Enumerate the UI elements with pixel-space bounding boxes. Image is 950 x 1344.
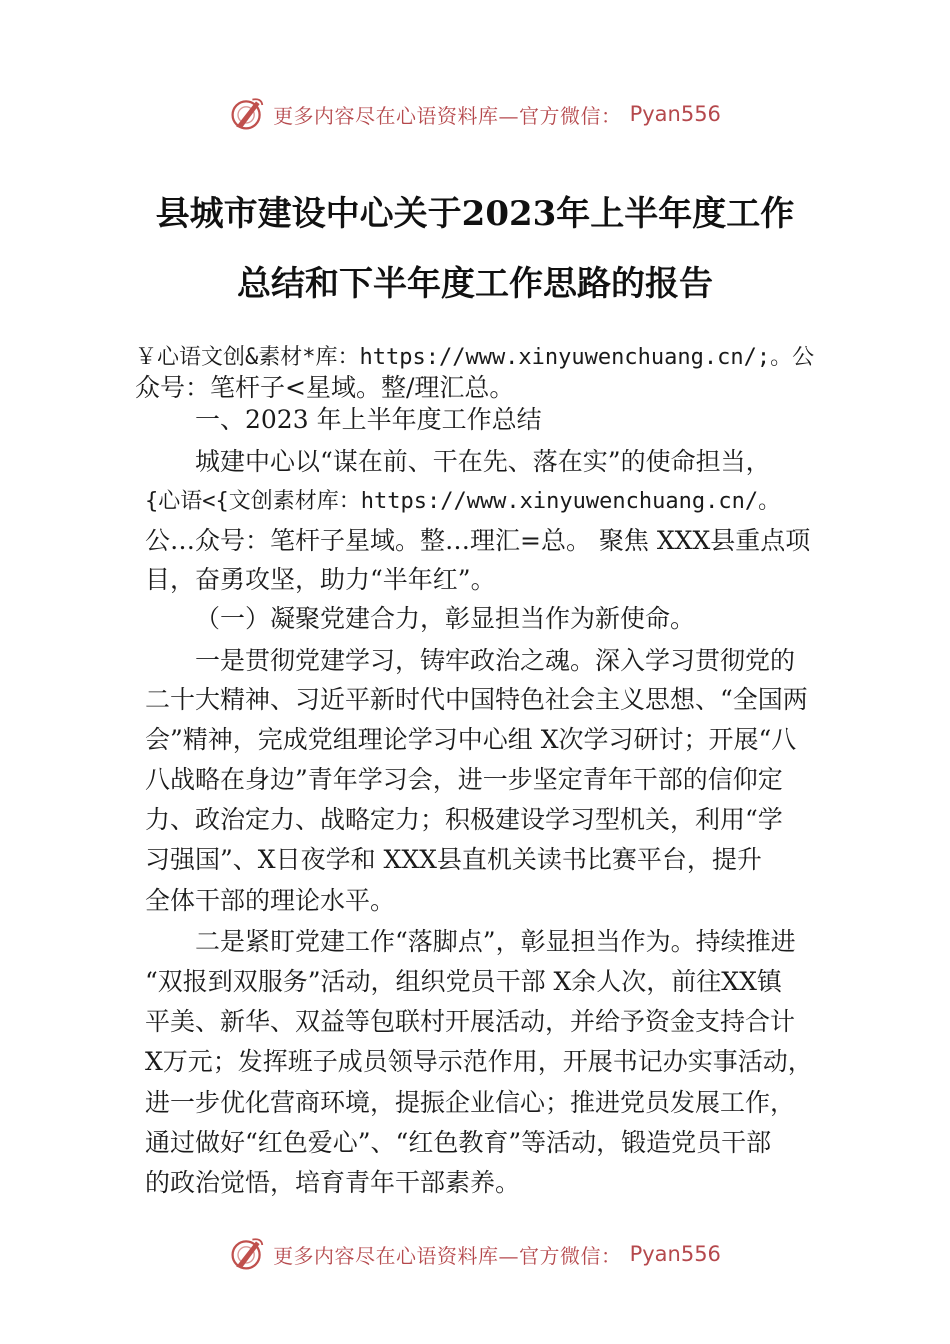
body-line: 进一步优化营商环境，提振企业信心；推进党员发展工作， (145, 1088, 796, 1117)
body-line: 全体干部的理论水平。 (145, 886, 396, 915)
body-line: ￥心语文创&素材*库：https://www.xinyuwenchuang.cn/;。公 (135, 345, 815, 370)
body-line: 二十大精神、习近平新时代中国特色社会主义思想、“全国两 (145, 685, 808, 714)
body-line: “双报到双服务”活动，组织党员干部 X余人次，前往XX镇 (145, 967, 782, 996)
body-line: X万元；发挥班子成员领导示范作用，开展书记办实事活动， (145, 1047, 813, 1076)
logo-icon (229, 96, 265, 132)
subsection-heading: （一）凝聚党建合力，彰显担当作为新使命。 (195, 604, 696, 633)
document-title-line-1: 县城市建设中心关于2023年上半年度工作 (155, 194, 795, 234)
watermark-id: Pyan556 (629, 102, 721, 126)
body-line: 八战略在身边”青年学习会，进一步坚定青年干部的信仰定 (145, 765, 783, 794)
body-line: {心语<{文创素材库：https://www.xinyuwenchuang.cn/。 (145, 489, 781, 514)
header-watermark (0, 92, 950, 136)
body-line: 目，奋勇攻坚，助力“半年红”。 (145, 565, 496, 594)
body-line: 平美、新华、双益等包联村开展活动，并给予资金支持合计 (145, 1007, 796, 1036)
body-line: 会”精神，完成党组理论学习中心组 X次学习研讨；开展“八 (145, 725, 797, 754)
footer-watermark (0, 1232, 950, 1276)
body-line: 公…众号：笔杆子星域。整…理汇=总。 聚焦 XXX县重点项 (145, 526, 811, 555)
body-line: 的政治觉悟，培育青年干部素养。 (145, 1168, 521, 1197)
logo-icon (229, 1236, 265, 1272)
body-line: 众号：笔杆子<星域。整/理汇总。 (135, 373, 515, 402)
watermark-text: 更多内容尽在心语资料库—官方微信： (273, 1243, 622, 1268)
section-heading: 一、2023 年上半年度工作总结 (195, 405, 542, 434)
body-line: 力、政治定力、战略定力；积极建设学习型机关，利用“学 (145, 805, 783, 834)
body-line: 通过做好“红色爱心”、“红色教育”等活动，锻造党员干部 (145, 1128, 772, 1157)
watermark-id: Pyan556 (629, 1242, 721, 1266)
document-title-line-2: 总结和下半年度工作思路的报告 (237, 264, 713, 304)
body-line: 二是紧盯党建工作“落脚点”，彰显担当作为。持续推进 (195, 927, 796, 956)
watermark-text: 更多内容尽在心语资料库—官方微信： (273, 103, 622, 128)
body-line: 一是贯彻党建学习，铸牢政治之魂。深入学习贯彻党的 (195, 646, 796, 675)
body-line: 习强国”、X日夜学和 XXX县直机关读书比赛平台，提升 (145, 845, 762, 874)
body-line: 城建中心以“谋在前、干在先、落在实”的使命担当， (195, 447, 771, 476)
